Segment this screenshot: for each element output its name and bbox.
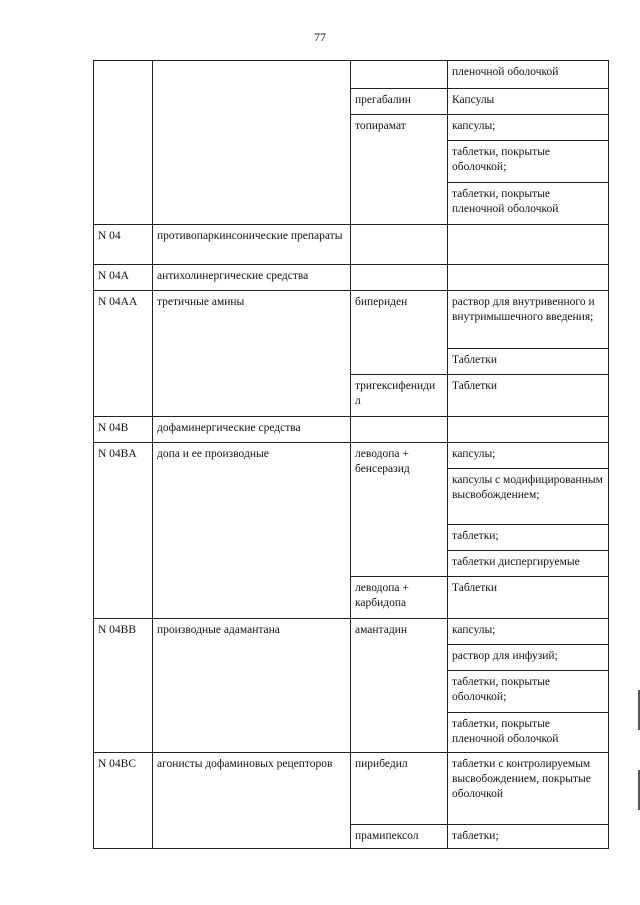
pharmacological-group-cell: дофаминергические средства — [153, 417, 351, 443]
dosage-form-cell — [448, 417, 609, 443]
dosage-form-cell — [448, 265, 609, 291]
atc-code-cell: N 04BB — [94, 619, 153, 753]
drug-name-cell: тригексифениди л — [351, 375, 448, 417]
pharmacological-group-cell: агонисты дофаминовых рецепторов — [153, 753, 351, 849]
dosage-form-cell: таблетки, покрытые оболочкой; — [448, 671, 609, 713]
drug-name-cell: прамипексол — [351, 825, 448, 849]
atc-code-cell: N 04 — [94, 225, 153, 265]
dosage-form-cell — [448, 225, 609, 265]
dosage-form-cell: пленочной оболочкой — [448, 61, 609, 89]
drug-name-cell: леводопа + карбидопа — [351, 577, 448, 619]
table-row — [94, 291, 609, 349]
drug-name-cell: леводопа + бенсеразид — [351, 443, 448, 577]
atc-code-cell: N 04BA — [94, 443, 153, 619]
drug-name-cell: пирибедил — [351, 753, 448, 825]
pharmacological-group-cell: противопаркинсонические препараты — [153, 225, 351, 265]
dosage-form-cell: раствор для инфузий; — [448, 645, 609, 671]
drug-name-cell — [351, 417, 448, 443]
drug-name-cell: бипериден — [351, 291, 448, 375]
dosage-form-cell: Таблетки — [448, 375, 609, 417]
dosage-form-cell: таблетки, покрытые пленочной оболочкой — [448, 713, 609, 753]
atc-code-cell: N 04A — [94, 265, 153, 291]
pharmacological-group-cell: антихолинергические средства — [153, 265, 351, 291]
pharmacological-group-cell — [153, 61, 351, 225]
dosage-form-cell: таблетки диспергируемые — [448, 551, 609, 577]
drug-name-cell — [351, 265, 448, 291]
drug-name-cell — [351, 225, 448, 265]
dosage-form-cell: таблетки; — [448, 825, 609, 849]
dosage-form-cell: таблетки с контролируемым высвобождением, покрытые оболочкой — [448, 753, 609, 825]
dosage-form-cell: Таблетки — [448, 577, 609, 619]
drug-name-cell — [351, 61, 448, 89]
table-row — [94, 619, 609, 645]
atc-code-cell — [94, 61, 153, 225]
dosage-form-cell: таблетки, покрытые пленочной оболочкой — [448, 183, 609, 225]
drug-name-cell: топирамат — [351, 115, 448, 225]
table-row — [94, 443, 609, 469]
dosage-form-cell: таблетки; — [448, 525, 609, 551]
dosage-form-cell: капсулы; — [448, 443, 609, 469]
atc-code-cell: N 04AA — [94, 291, 153, 417]
page-number: 77 — [314, 30, 326, 44]
table-row — [94, 417, 609, 443]
drug-name-cell: амантадин — [351, 619, 448, 753]
medication-table — [93, 60, 609, 849]
pharmacological-group-cell: производные адамантана — [153, 619, 351, 753]
dosage-form-cell: раствор для внутривенного и внутримышечного введения; — [448, 291, 609, 349]
dosage-form-cell: Капсулы — [448, 89, 609, 115]
table-row — [94, 225, 609, 265]
table-row — [94, 753, 609, 825]
dosage-form-cell: Таблетки — [448, 349, 609, 375]
dosage-form-cell: капсулы с модифицированным высвобождением; — [448, 469, 609, 525]
table-row — [94, 61, 609, 89]
drug-name-cell: прегабалин — [351, 89, 448, 115]
dosage-form-cell: таблетки, покрытые оболочкой; — [448, 141, 609, 183]
dosage-form-cell: капсулы; — [448, 619, 609, 645]
atc-code-cell: N 04BC — [94, 753, 153, 849]
pharmacological-group-cell: допа и ее производные — [153, 443, 351, 619]
pharmacological-group-cell: третичные амины — [153, 291, 351, 417]
table-row — [94, 265, 609, 291]
atc-code-cell: N 04B — [94, 417, 153, 443]
dosage-form-cell: капсулы; — [448, 115, 609, 141]
